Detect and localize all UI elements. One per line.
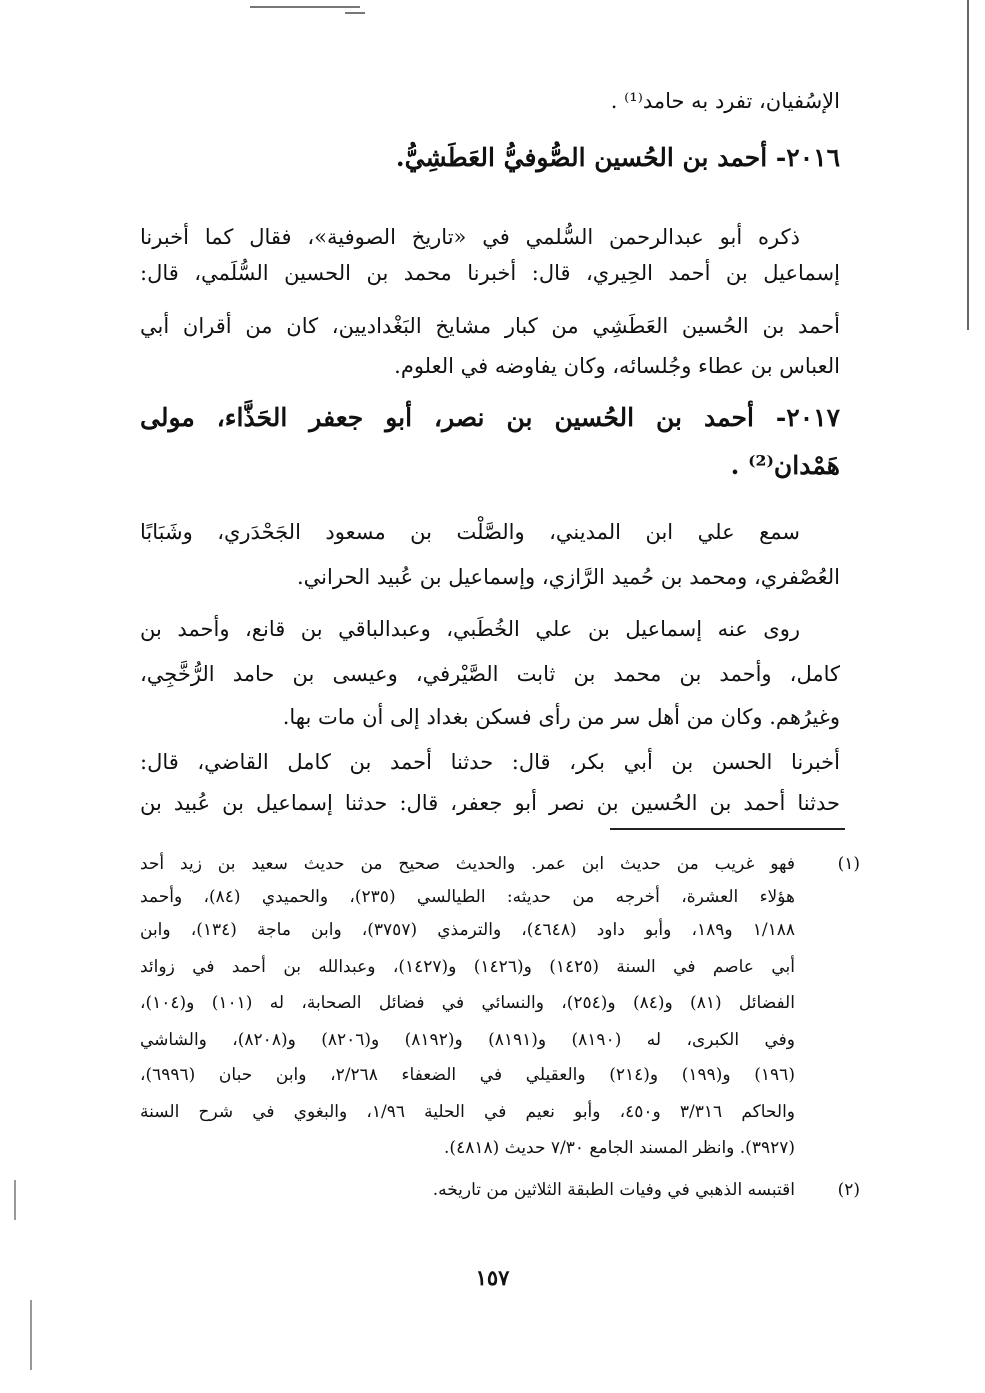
footnote-number: (٢)	[837, 1180, 860, 1200]
entry-2017-line: وغيرُهم. وكان من أهل سر من رأى فسكن بغداد إلى أن مات بها.	[282, 705, 840, 729]
entry-2017-line: العُصْفري، ومحمد بن حُميد الرَّازي، وإسماعيل بن عُبيد الحراني.	[296, 565, 840, 589]
entry-heading-2017-cont: هَمْدان⁽²⁾ .	[730, 451, 840, 480]
footnote-line: أبي عاصم في السنة (١٤٢٥) و(١٤٢٦) و(١٤٢٧)، وعبدالله بن أحمد في زوائد	[140, 957, 795, 977]
entry-heading-2017: ٢٠١٧- أحمد بن الحُسين بن نصر، أبو جعفر الحَذَّاء، مولى	[140, 403, 840, 432]
footnote-line: ١/١٨٨ و١٨٩، وأبو داود (٤٦٤٨)، والترمذي (٣٧٥٧)، وابن ماجة (١٣٤)، وابن	[140, 920, 795, 940]
footnote-line: (٣٩٢٧). وانظر المسند الجامع ٧/٣٠ حديث (٤٨١٨).	[444, 1138, 795, 1158]
footnote-line: الفضائل (٨١) و(٨٤) و(٢٥٤)، والنسائي في فضائل الصحابة، له (١٠١) و(١٠٤)،	[140, 993, 795, 1013]
footnote-line: هؤلاء العشرة، أخرجه من حديثه: الطيالسي (٢٣٥)، والحميدي (٨٤)، وأحمد	[140, 887, 796, 907]
footnote-line: وفي الكبرى، له (٨١٩٠) و(٨١٩١) و(٨١٩٢) و(٨٢٠٦) و(٨٢٠٨)، والشاشي	[140, 1030, 795, 1050]
continuation-line: الإسُفيان، تفرد به حامد⁽¹⁾ .	[610, 89, 840, 113]
footnote-separator	[610, 828, 845, 830]
scan-artifact	[345, 12, 365, 14]
footnote-number: (١)	[837, 854, 860, 874]
entry-2017-line: كامل، وأحمد بن محمد بن ثابت الصَّيْرفي، وعيسى بن حامد الرُّخَّجِي،	[140, 662, 840, 686]
scan-edge	[967, 0, 969, 330]
footnote-line: والحاكم ٣/٣١٦ و٤٥٠، وأبو نعيم في الحلية ١/٩٦، والبغوي في شرح السنة	[140, 1102, 796, 1122]
entry-2017-line: أخبرنا الحسن بن أبي بكر، قال: حدثنا أحمد بن كامل القاضي، قال:	[140, 750, 840, 774]
entry-2016-line: ذكره أبو عبدالرحمن السُّلمي في «تاريخ الصوفية»، فقال كما أخبرنا	[140, 225, 800, 249]
entry-2016-line: أحمد بن الحُسين العَطَشِي من كبار مشايخ البَغْداديين، كان من أقران أبي	[140, 314, 840, 338]
entry-heading-2016: ٢٠١٦- أحمد بن الحُسين الصُّوفيُّ العَطَشِيُّ.	[395, 143, 840, 172]
entry-2016-line: العباس بن عطاء وجُلسائه، وكان يفاوضه في العلوم.	[394, 354, 840, 378]
scan-artifact	[250, 6, 360, 8]
scan-edge	[30, 1300, 32, 1370]
entry-2017-line: حدثنا أحمد بن الحُسين بن نصر أبو جعفر، قال: حدثنا إسماعيل بن عُبيد بن	[140, 791, 840, 815]
page-number: ١٥٧	[475, 1265, 510, 1290]
footnote-line: اقتبسه الذهبي في وفيات الطبقة الثلاثين من تاريخه.	[432, 1180, 795, 1200]
scan-edge	[14, 1180, 16, 1220]
entry-2016-line: إسماعيل بن أحمد الحِيري، قال: أخبرنا محمد بن الحسين السُّلَمي، قال:	[140, 261, 840, 285]
entry-2017-line: روى عنه إسماعيل بن علي الخُطَبي، وعبدالباقي بن قانع، وأحمد بن	[140, 617, 800, 641]
footnote-line: (١٩٦) و(١٩٩) و(٢١٤) والعقيلي في الضعفاء ٢/٢٦٨، وابن حبان (٦٩٩٦)،	[140, 1065, 795, 1085]
entry-2017-line: سمع علي ابن المديني، والصَّلْت بن مسعود الجَحْدَري، وشَبَابًا	[140, 520, 800, 544]
footnote-line: فهو غريب من حديث ابن عمر. والحديث صحيح من حديث سعيد بن زيد أحد	[140, 854, 795, 874]
